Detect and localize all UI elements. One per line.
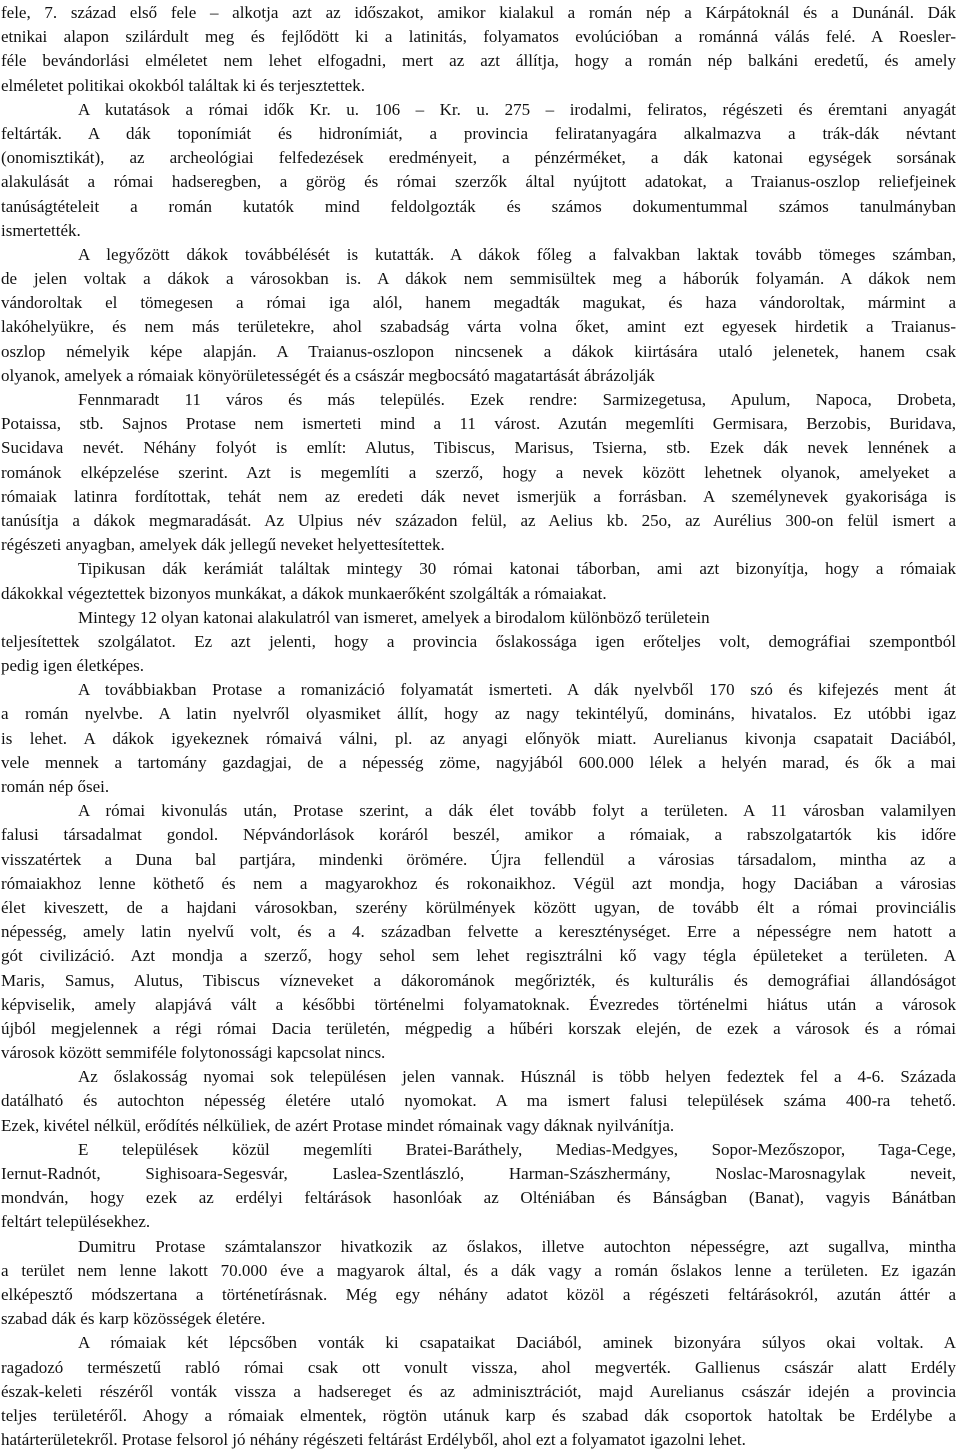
text-line: vele mennek a tartomány gazdagjai, de a népesség zöme, nagyjából 600.000 lélek a helyén marad, és ők a mai <box>1 752 956 772</box>
text-line: rómaiak latinra fordítottak, tehát nem az eredeti dák nevet ismerjük a forrásban. A személynevek gyakorisága is <box>1 486 956 506</box>
text-line: városok között semmiféle folytonossági kapcsolat nincs. <box>1 1043 386 1063</box>
text-line: Maris, Samus, Alutus, Tibiscus vízneveket a dákorománok megőrizték, és kulturális és demográfiai állandóságot <box>1 970 956 990</box>
text-line: vándoroltak el tömegesen a római iga alól, hanem megadták magukat, és haza vándoroltak, mármint a <box>1 293 956 313</box>
text-line: pedig igen életképes. <box>1 656 145 676</box>
paragraph-first-line: A továbbiakban Protase a romanizáció folyamatát ismerteti. A dák nyelvből 170 szó és kifejezés ment át <box>78 680 956 700</box>
text-line: alakulását a római hadseregben, a görög és római szerzők által nyújtott adatokat, a Traianus-oszlop reliefjeinek <box>1 172 956 192</box>
text-line: lakóhelyükre, és nem más területekre, ahol szabadság várta volna őket, amint ezt egyesek hirdetik a Traianus- <box>1 317 956 337</box>
text-line: tanúsítja a dákok megmaradását. Az Ulpius név századon felül, az Aelius kb. 25o, az Aurélius 300-on felül ismert a <box>1 510 956 530</box>
text-line: oszlop némelyik képe alapján. A Traianus-oszlopon nincsenek a dákok kiirtására utaló jelenetek, hanem csak <box>1 341 956 361</box>
paragraph-first-line: Tipikusan dák kerámiát találtak mintegy 30 római katonai táborban, ami azt bizonyítja, hogy a rómaiak <box>78 559 956 579</box>
text-line: szabad dák és karp közösségek életére. <box>1 1309 266 1329</box>
text-line: román nép ősei. <box>1 777 110 796</box>
text-line: a terület nem lenne lakott 70.000 éve a magyarok által, és a dák vagy a román őslakos lenne a területen. Ez igazán <box>1 1260 956 1280</box>
text-line: határterületekről. Protase felsorol jó néhány régészeti feltárást Erdélyből, ahol ezt a folyamatot igazolni lehet. <box>1 1430 746 1450</box>
text-line: is lehet. A dákok igyekeznek rómaivá válni, pl. az anyagi előnyök miatt. Aurelianus kivonja csapatait Daciából, <box>1 728 956 748</box>
paragraph-first-line: A római kivonulás után, Protase szerint, a dák élet tovább folyt a területen. A 11 városban valamilyen <box>78 801 956 821</box>
paragraph-first-line: E települések közül megemlíti Bratei-Baráthely, Medias-Medgyes, Sopor-Mezőszopor, Taga-Cege, <box>78 1139 956 1159</box>
text-line: Potaissa, stb. Sajnos Protase nem ismerteti mind a 11 várost. Azután megemlíti Germisara, Berzobis, Buridava, <box>1 414 956 434</box>
text-line: Sucidava nevét. Néhány folyót is említ: Alutus, Tibiscus, Marisus, Tsierna, stb. Ezek dák nevek lennének a <box>1 438 956 458</box>
text-line: elméletet politikai okokból találtak ki és terjesztettek. <box>1 75 365 95</box>
text-line: olyanok, amelyek a rómaiak könyörületességét és a császár megbocsátó magatartását ábrázolják <box>1 365 655 385</box>
text-line: tanúságtételeit a román kutatók mind feldolgozták és számos dokumentummal számos tanulmányban <box>1 196 956 216</box>
text-line: datálható és autochton népesség életére utaló nyomokat. A ma ismert falusi települések száma 400-ra tehető. <box>1 1091 956 1111</box>
text-line: de jelen voltak a dákok a városokban is. A dákok nem semmisültek meg a háborúk folyamán. A dákok nem <box>1 269 956 289</box>
text-line: gót civilizáció. Azt mondja a szerző, hogy sehol sem lehet regisztrálni kő vagy tégla épületeket a területen. A <box>1 946 956 966</box>
text-line: teljes területéről. Ahogy a rómaiak elmentek, rögtön utánuk karp és szabad dák csoportok hatoltak be Erdélybe a <box>1 1405 956 1425</box>
text-line: újból megjelennek a régi római Dacia területén, mégpedig a hűbéri korszak elején, de ezek a városok és a római <box>1 1018 956 1038</box>
paragraph-first-line: A legyőzött dákok továbbélését is kutatták. A dákok főleg a falvakban laktak tovább tömeges számban, <box>78 244 956 264</box>
text-line: feltárt településekhez. <box>1 1212 151 1232</box>
text-line: népesség, amely latin nyelvű volt, és a 4. században felvette a kereszténységet. Erre a népességre nem hatott a <box>1 922 956 942</box>
text-line: ismertették. <box>1 220 81 240</box>
paragraph-first-line: Dumitru Protase számtalanszor hivatkozik az őslakos, illetve autochton népességre, azt sugallva, mintha <box>78 1236 956 1256</box>
text-line: a román nyelvbe. A latin nyelvről olyasmiket állít, hogy az nagy tekintélyű, domináns, hivatalos. Ez utóbbi igaz <box>1 704 956 724</box>
text-line: etnikai alapon szilárdult meg és fejlődött ki a latinitás, folyamatos evolúcióban a románná válás felé. A Roesler- <box>1 27 956 47</box>
text-line: (onomisztikát), az archeológiai felfedezések eredményeit, a pénzérméket, a dák katonai egységek sorsának <box>1 148 956 168</box>
text-line: rómaiakhoz lenne köthető és nem a magyarokhoz és rokonaikhoz. Végül azt mondja, hogy Daciában a városias <box>1 873 956 893</box>
text-line: fele, 7. század első fele – alkotja azt az időszakot, amikor kialakul a román nép a Kárpátoknál és a Dunánál. Dák <box>1 3 956 22</box>
text-line: mondván, hogy ezek az erdélyi feltárások hasonlóak az Olténiában és Bánságban (Banat), vagyis Bánátban <box>1 1188 956 1208</box>
text-line: visszatértek a Duna bal partjára, mindenki örömére. Újra fellendül a városias társadalom, mintha az a <box>1 849 956 869</box>
text-line: élet kiveszett, de a hajdani városokban, szerény körülmények között ugyan, de tovább élt a római provinciális <box>1 897 956 917</box>
text-line: dákokkal végeztettek bizonyos munkákat, a dákok munkaerőként szolgálták a rómaiakat. <box>1 583 607 603</box>
paragraph-first-line: A rómaiak két lépcsőben vonták ki csapataikat Daciából, aminek bizonyára súlyos okai voltak. A <box>78 1333 956 1353</box>
paragraph-first-line: A kutatások a római idők Kr. u. 106 – Kr. u. 275 – irodalmi, feliratos, régészeti és éremtani anyagát <box>78 99 956 119</box>
text-line: románok elképzelése szerint. Azt is megemlíti a szerző, hogy a nevek között lehetnek olyanok, amelyeket a <box>1 462 956 482</box>
text-line: Iernut-Radnót, Sighisoara-Segesvár, Laslea-Szentlászló, Harman-Szászhermány, Noslac-Marosnagylak neveit, <box>1 1164 956 1183</box>
text-line: elképesztő módszertana a történetírásnak. Még egy néhány adatot közöl a régészeti feltárásokról, azután áttér a <box>1 1284 956 1304</box>
text-line: régészeti anyagban, amelyek dák jellegű neveket helyettesítettek. <box>1 535 445 555</box>
text-line: feltárták. A dák toponímiát és hidronímiát, a provincia feliratanyagára alkalmazva a trák-dák névtant <box>1 123 956 143</box>
text-line: teljesítettek szolgálatot. Ez azt jelenti, hogy a provincia őslakossága igen erőteljes volt, demográfiai szempontból <box>1 631 956 651</box>
text-line: ragadozó természetű rabló római csak ott vonult vissza, ahol megverték. Gallienus császár alatt Erdély <box>1 1357 956 1377</box>
paragraph-first-line: Mintegy 12 olyan katonai alakulatról van ismeret, amelyek a birodalom különböző területein <box>78 607 710 627</box>
text-line: falusi társadalmat gondol. Népvándorlások koráról beszél, amikor a rómaiak, a rabszolgatartók kis időre <box>1 825 956 845</box>
paragraph-first-line: Fennmaradt 11 város és más település. Ezek rendre: Sarmizegetusa, Apulum, Napoca, Drobeta, <box>78 390 956 409</box>
text-line: féle bevándorlási elméletet nem lehet elfogadni, mert az azt állítja, hogy a román nép balkáni eredetű, és amely <box>1 51 956 71</box>
text-line: képviselik, amely alapjává vált a későbbi történelmi folyamatoknak. Évezredes történelmi hiátus után a városok <box>1 994 956 1014</box>
text-line: észak-keleti részéről vonták vissza a hadsereget és az adminisztrációt, majd Aurelianus császár idején a provincia <box>1 1381 956 1401</box>
paragraph-first-line: Az őslakosság nyomai sok településen jelen vannak. Húsznál is több helyen fedeztek fel a 4-6. Százada <box>78 1067 956 1087</box>
text-line: Ezek, kivétel nélkül, erődítés nélküliek, de azért Protase mindet rómainak vagy dáknak nyilvánítja. <box>1 1115 675 1135</box>
